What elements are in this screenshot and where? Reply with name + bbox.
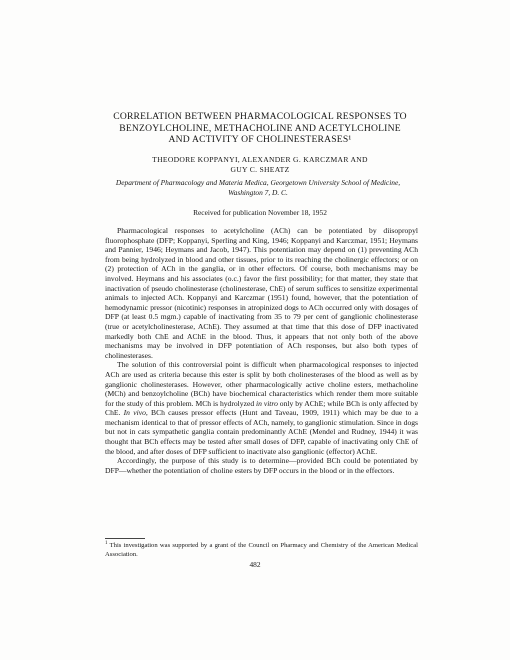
footnote-text: This investigation was supported by a grant of the Council on Pharmacy and Chemistry of the American Medical Association. xyxy=(105,542,418,558)
affiliation-line: Washington 7, D. C. xyxy=(228,187,288,197)
footnote xyxy=(105,540,418,559)
author-list xyxy=(100,155,420,175)
italic-term: in vitro xyxy=(256,398,278,408)
italic-term: In vivo xyxy=(123,408,146,418)
title-line: AND ACTIVITY OF CHOLINESTERASES¹ xyxy=(168,134,352,145)
page-number: 482 xyxy=(249,560,261,569)
author-line: GUY C. SHEATZ xyxy=(230,165,290,174)
affiliation-line: Department of Pharmacology and Materia Medica, Georgetown University School of Medicine, xyxy=(115,178,401,187)
paragraph-text: , BCh causes pressor effects (Hunt and Taveau, 1909, 1911) which may be due to a mechanism identical to that of pressor effects of ACh, namely, to ganglionic stimulation. Since in dogs but not in cats sympathetic ganglia contain predominantly AChE (Mendel and Rudney, 1944) it was thought that BCh effects may be tested after small doses of DFP, capable of inactivating only ChE of the blood, and after doses of DFP sufficient to inactivate also ganglionic (effector) AChE. xyxy=(105,408,418,456)
paragraph-text: The solution of this controversial point is difficult when pharmacological responses to injected ACh are used as criteria because this ester is split by both cholinesterases of the blood as well as by ganglionic cholinesterases. However, other pharmacologically active choline esters, methacholine (MCh) and benzoylcholine (BCh) have biochemical characteristics which render them more suitable for the study of this problem. MCh is hydrolyzed xyxy=(105,360,418,408)
paragraph-1 xyxy=(105,226,418,360)
paragraph-3 xyxy=(105,456,418,475)
footnote-divider xyxy=(105,538,145,539)
title-line: BENZOYLCHOLINE, METHACHOLINE AND ACETYLCHOLINE xyxy=(119,122,401,134)
affiliation xyxy=(80,178,436,197)
paragraph-text: Pharmacological responses to acetylcholine (ACh) can be potentiated by diisopropyl fluorophosphate (DFP; Koppanyi, Sperling and King, 1946; Koppanyi and Karczmar, 1951; Heymans and Pannier, 1946; Heymans and Jacob, 1947). This potentiation may depend on (1) preventing ACh from being hydrolyzed in blood and other tissues, prior to its reaching the cholinergic effectors; or on (2) protection of ACh in the ganglia, or in other effectors. Of course, both mechanisms may be involved. Heymans and his associates (o.c.) favor the first possibility; for that matter, they state that inactivation of pseudo cholinesterase (cholinesterase, ChE) of serum suffices to sensitize experimental animals to injected ACh. Koppanyi and Karczmar (1951) found, however, that the potentiation of hemodynamic pressor (nicotinic) responses in atropinized dogs to ACh occurred only with dosages of DFP (at least 0.5 mgm.) capable of inactivating from 35 to 79 per cent of ganglionic cholinesterase (true or acetylcholinesterase, AChE). They assumed at that time that this dose of DFP inactivated markedly both ChE and AChE in the blood. Thus, it appears that not only both of the above mechanisms may be involved in DFP potentiation of ACh responses, but also both types of cholinesterases. xyxy=(105,226,418,360)
article-body xyxy=(105,226,418,475)
title-line: CORRELATION BETWEEN PHARMACOLOGICAL RESPONSES TO xyxy=(113,111,407,122)
footnote-marker: 1 xyxy=(105,541,108,546)
received-date: Received for publication November 18, 1952 xyxy=(193,208,327,217)
paragraph-text: Accordingly, the purpose of this study is to determine—provided BCh could be potentiated by DFP—whether the potentiation of choline esters by DFP occurs in the blood or in the effectors. xyxy=(105,456,418,475)
author-line: THEODORE KOPPANYI, ALEXANDER G. KARCZMAR AND xyxy=(152,155,368,164)
article-title xyxy=(110,111,410,146)
paragraph-2 xyxy=(105,360,418,456)
paragraph-text: only by AChE; while BCh is only affected by ChE. xyxy=(105,398,419,418)
